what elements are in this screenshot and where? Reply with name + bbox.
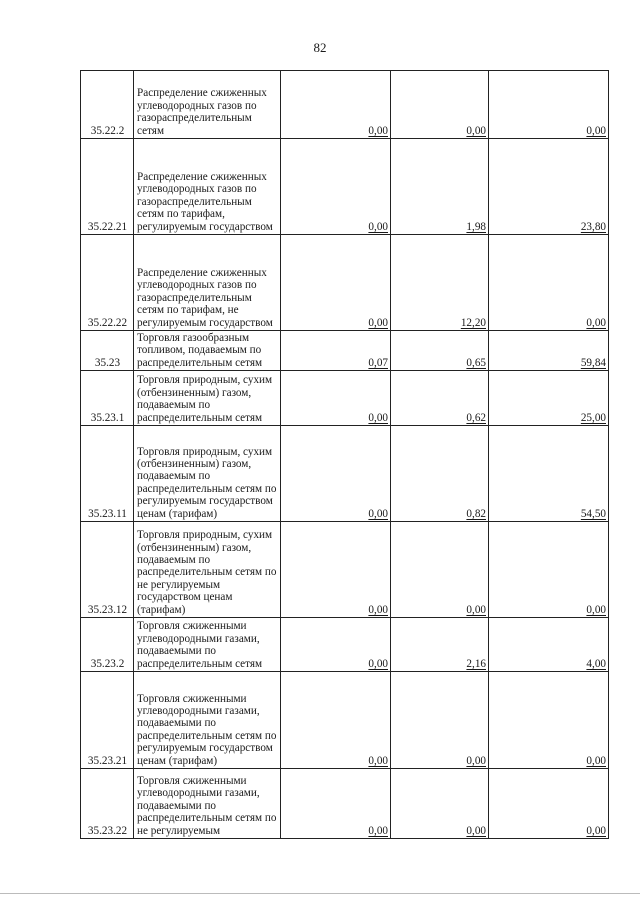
- row-value-3: 4,00: [489, 618, 609, 672]
- row-name: Распределение сжиженных углеводородных газов по газораспределительным сетям по тарифам, регулируемым государством: [134, 139, 281, 235]
- row-name: Торговля газообразным топливом, подаваемым по распределительным сетям: [134, 331, 281, 371]
- row-value-3: 59,84: [489, 331, 609, 371]
- row-value-3: 0,00: [489, 672, 609, 769]
- row-name: Распределение сжиженных углеводородных газов по газораспределительным сетям по тарифам, не регулируемым государством: [134, 235, 281, 331]
- row-value-2: 0,62: [391, 371, 489, 426]
- table-row: [81, 672, 609, 769]
- row-value-2: 0,82: [391, 426, 489, 522]
- row-name: Распределение сжиженных углеводородных газов по газораспределительным сетям: [134, 71, 281, 139]
- row-value-1: 0,00: [281, 618, 391, 672]
- row-name: Торговля сжиженными углеводородными газами, подаваемыми по распределительным сетям по не регулируемым: [134, 769, 281, 839]
- row-value-1: 0,00: [281, 522, 391, 618]
- row-code: 35.23: [81, 331, 134, 371]
- table-row: [81, 139, 609, 235]
- row-value-2: 12,20: [391, 235, 489, 331]
- row-value-3: 0,00: [489, 769, 609, 839]
- row-value-3: 0,00: [489, 71, 609, 139]
- row-name: Торговля природным, сухим (отбензиненным) газом, подаваемым по распределительным сетям по регулируемым государством ценам (тарифам): [134, 426, 281, 522]
- row-value-3: 54,50: [489, 426, 609, 522]
- row-name: Торговля природным, сухим (отбензиненным) газом, подаваемым по распределительным сетям по не регулируемым государством ценам (тарифам): [134, 522, 281, 618]
- row-value-2: 0,00: [391, 71, 489, 139]
- row-value-1: 0,00: [281, 139, 391, 235]
- row-value-1: 0,00: [281, 426, 391, 522]
- table-row: [81, 331, 609, 371]
- table-row: [81, 769, 609, 839]
- page-number: 82: [313, 40, 327, 55]
- table-row: [81, 618, 609, 672]
- row-code: 35.22.22: [81, 235, 134, 331]
- row-value-1: 0,00: [281, 235, 391, 331]
- row-value-3: 25,00: [489, 371, 609, 426]
- row-value-3: 0,00: [489, 235, 609, 331]
- table-row: [81, 426, 609, 522]
- table-row: [81, 371, 609, 426]
- row-value-1: 0,00: [281, 371, 391, 426]
- row-value-1: 0,00: [281, 71, 391, 139]
- row-value-2: 1,98: [391, 139, 489, 235]
- row-code: 35.22.2: [81, 71, 134, 139]
- row-name: Торговля сжиженными углеводородными газами, подаваемыми по распределительным сетям по регулируемым государством ценам (тарифам): [134, 672, 281, 769]
- row-code: 35.23.21: [81, 672, 134, 769]
- row-value-2: 0,00: [391, 522, 489, 618]
- row-value-3: 0,00: [489, 522, 609, 618]
- row-value-2: 0,65: [391, 331, 489, 371]
- table-row: [81, 235, 609, 331]
- row-code: 35.23.12: [81, 522, 134, 618]
- table-row: [81, 522, 609, 618]
- table-row: [81, 71, 609, 139]
- row-value-3: 23,80: [489, 139, 609, 235]
- row-value-2: 0,00: [391, 769, 489, 839]
- row-value-1: 0,07: [281, 331, 391, 371]
- row-name: Торговля сжиженными углеводородными газами, подаваемыми по распределительным сетям: [134, 618, 281, 672]
- row-value-2: 0,00: [391, 672, 489, 769]
- row-code: 35.23.2: [81, 618, 134, 672]
- bottom-scan-edge: [0, 893, 640, 894]
- row-code: 35.23.11: [81, 426, 134, 522]
- tariff-table: [80, 70, 609, 839]
- row-value-1: 0,00: [281, 769, 391, 839]
- row-code: 35.23.22: [81, 769, 134, 839]
- row-value-1: 0,00: [281, 672, 391, 769]
- row-code: 35.22.21: [81, 139, 134, 235]
- row-name: Торговля природным, сухим (отбензиненным) газом, подаваемым по распределительным сетям: [134, 371, 281, 426]
- row-code: 35.23.1: [81, 371, 134, 426]
- row-value-2: 2,16: [391, 618, 489, 672]
